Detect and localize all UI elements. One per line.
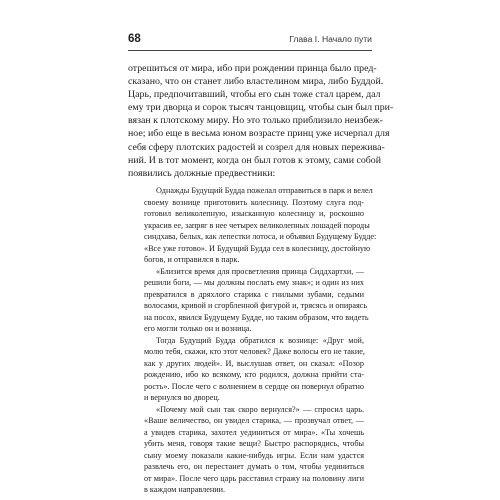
quote-line: развлечь его, он перестанет думать о том, чтобы уединиться	[144, 462, 364, 471]
quote-line: от мира». После чего царь расставил стражу на половину лиги	[144, 473, 364, 483]
main-text-block	[128, 62, 394, 180]
quoted-passage	[144, 185, 377, 496]
header-rule	[128, 50, 372, 51]
quote-line: его могли только он и возница.	[144, 324, 252, 333]
quote-line: превратился в дряхлого старика с гнилыми зубами, седыми	[144, 289, 364, 299]
page-number: 68	[128, 33, 141, 45]
quote-line: на посох, явился Будущему Будде, но таким образом, что видеть	[144, 312, 369, 322]
quote-line: «Близится время для просветления принца Сиддхартхи, —	[156, 266, 364, 276]
quote-line: готовил великолепную, изысканную колесницу и, роскошно	[144, 209, 364, 218]
quote-line: и вернулся во дворец.	[144, 393, 220, 402]
quote-line: «Все уже готово». И Будущий Будда сел в колесницу, достойную	[144, 243, 371, 253]
quote-line: рость». После чего с волнением в сердце он повернул обратно	[144, 381, 364, 391]
quote-line: в каждом направлении.	[144, 485, 226, 494]
quote-line: богов, и отправился в парк.	[144, 255, 240, 264]
text-line: ное; ибо еще в весьма юном возрасте принц уже исчерпал для	[128, 128, 390, 140]
running-head: Глава I. Начало пути	[289, 34, 372, 44]
text-line: вязан к плотскому миру. Но это только приблизило неизбеж-	[128, 115, 383, 127]
text-line: отрешиться от мира, ибо при рождении принца было пред-	[128, 63, 377, 74]
text-line: себя сферу плотских радостей и созрел для новых пережива-	[128, 141, 385, 153]
quote-line: украсив ее, запряг в нее четырех великолепных лошадей породы	[144, 220, 370, 230]
quote-line: сыну моему показали какие-нибудь игры. Если нам удастся	[144, 450, 364, 460]
text-line: Царь, предпочитавший, чтобы его сын тоже стал царем, дал	[128, 89, 381, 101]
quote-line: волосами, кривой и сгорбленной фигурой и, трясясь и опираясь	[144, 301, 368, 310]
quote-line: убить меня, говоря такие вещи? Быстро распорядись, чтобы	[144, 439, 364, 448]
text-line: ему три дворца и сорок тысяч танцовщиц, чтобы сын был при-	[128, 102, 394, 114]
quote-line: как у других людей». И, выслушав ответ, он сказал: «Позор	[144, 358, 364, 368]
quote-line: рождению, ибо ко всякому, кто родился, должна прийти ста-	[144, 370, 364, 379]
text-line: появились должные предвестники:	[128, 167, 276, 179]
page-header	[128, 32, 372, 46]
quote-line: синдхава, белых, как лепестки лотоса, и объявил Будущему Будде:	[144, 232, 377, 241]
text-line: ний. И в тот момент, когда он был готов к этому, сами собой	[128, 154, 382, 166]
text-line: сказано, что он станет либо властелином мира, либо Буддой.	[128, 76, 384, 88]
quote-line: Однажды Будущий Будда пожелал отправиться в парк и велел	[156, 186, 373, 195]
quote-line: «Ваше величество, он увидел старика, — прозвучал ответ, —	[144, 416, 364, 425]
quote-line: решили боги, — мы должны послать ему знак»; и один из них	[144, 278, 364, 287]
quote-line: своему вознице приготовить колесницу. Поэтому слуга под-	[144, 197, 364, 207]
quote-line: молю тебя, скажи, кто этот человек? Даже волосы его не такие,	[144, 347, 365, 356]
quote-line: «Почему мой сын так скоро вернулся?» — спросил царь.	[156, 404, 364, 414]
quote-line: а увидев старика, захотел уединиться от мира». «Ты хочешь	[144, 427, 364, 437]
quote-line: Тогда Будущий Будда обратился к вознице: «Друг мой,	[156, 335, 364, 345]
